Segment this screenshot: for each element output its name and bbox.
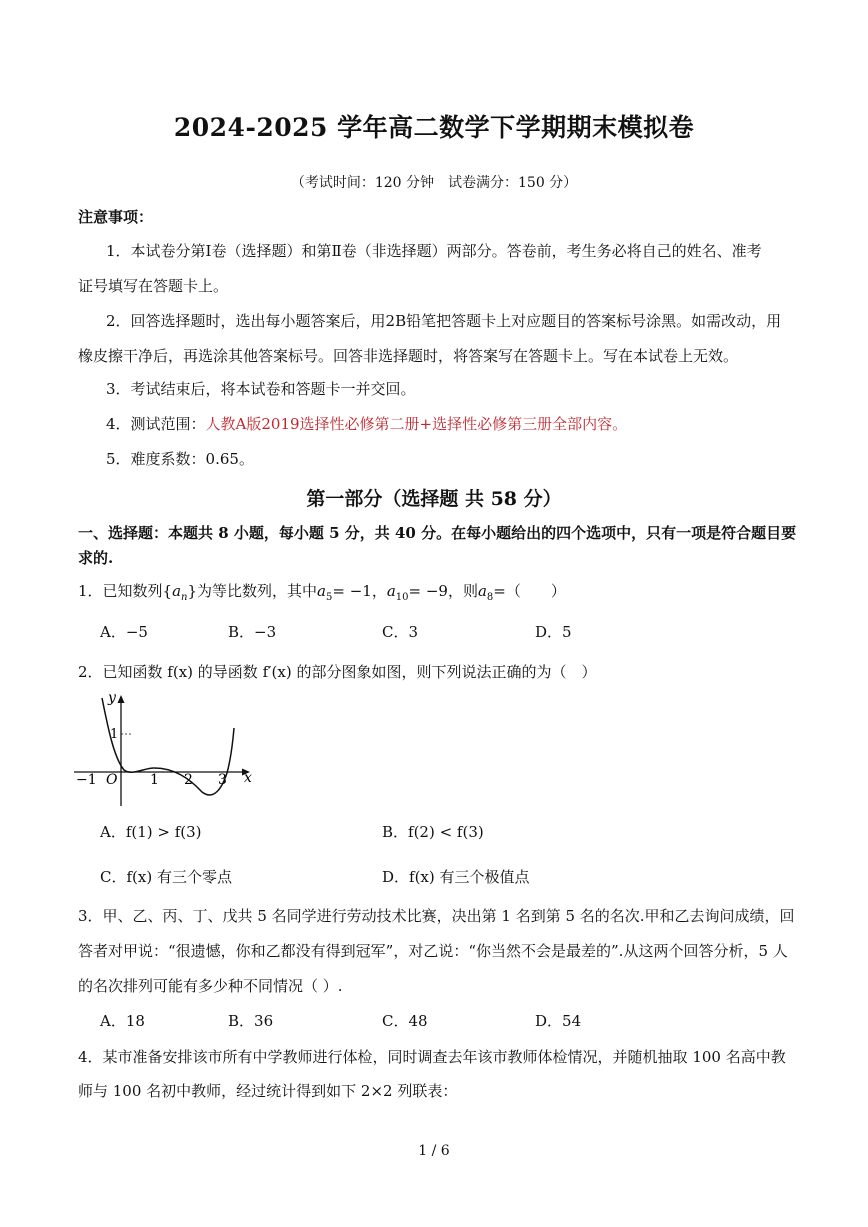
- notice-item-2b: 橡皮擦干净后，再选涂其他答案标号。回答非选择题时，将答案写在答题卡上。写在本试卷上无效。: [78, 347, 739, 365]
- question-3-line-c: 的名次排列可能有多少种不同情况（ ）.: [78, 977, 343, 995]
- q3-option-a[interactable]: A．18: [100, 1012, 145, 1030]
- q3-option-c[interactable]: C．48: [382, 1012, 428, 1030]
- q2-option-d[interactable]: D．f(x) 有三个极值点: [382, 868, 530, 886]
- test-range: 人教A版2019选择性必修第二册+选择性必修第三册全部内容。: [205, 415, 628, 433]
- question-3-line-a: 3．甲、乙、丙、丁、戊共 5 名同学进行劳动技术比赛，决出第 1 名到第 5 名的名次.甲和乙去询问成绩，回: [78, 907, 795, 925]
- exam-info: （考试时间：120 分钟 试卷满分：150 分）: [290, 175, 578, 191]
- derivative-graph: [74, 688, 254, 808]
- notice-item-3: 3．考试结束后，将本试卷和答题卡一并交回。: [106, 380, 416, 398]
- x-tick-2: 2: [184, 772, 193, 788]
- question-4-line-b: 师与 100 名初中教师，经过统计得到如下 2×2 列联表：: [78, 1082, 458, 1100]
- q1-option-d[interactable]: D．5: [535, 623, 572, 641]
- q3-option-b[interactable]: B．36: [228, 1012, 274, 1030]
- y-tick-1: 1: [110, 727, 119, 742]
- notice-item-4-label: 4．测试范围：: [106, 415, 206, 433]
- question-3-line-b: 答者对甲说：“很遗憾，你和乙都没有得到冠军”，对乙说：“你当然不会是最差的”.从这两个回答分析，5 人: [78, 942, 788, 960]
- origin-label: O: [106, 772, 118, 788]
- page-number: 1 / 6: [418, 1143, 450, 1159]
- question-4-line-a: 4．某市准备安排该市所有中学教师进行体检，同时调查去年该市教师体检情况，并随机抽取 100 名高中教: [78, 1048, 786, 1066]
- instructions-a: 一、选择题：本题共 8 小题，每小题 5 分，共 40 分。在每小题给出的四个选项中，只有一项是符合题目要: [78, 524, 797, 542]
- q1-option-c[interactable]: C．3: [382, 623, 419, 641]
- notice-heading: 注意事项：: [78, 208, 154, 226]
- page-title: 2024-2025 学年高二数学下学期期末模拟卷: [173, 113, 695, 142]
- notice-item-2a: 2．回答选择题时，选出每小题答案后，用2B铅笔把答题卡上对应题目的答案标号涂黑。如需改动，用: [106, 312, 782, 330]
- instructions-b: 求的.: [78, 549, 114, 567]
- derivative-curve: [102, 698, 234, 795]
- y-label: y: [108, 690, 116, 706]
- notice-item-1b: 证号填写在答题卡上。: [78, 277, 229, 295]
- q2-option-b[interactable]: B．f(2) < f(3): [382, 823, 484, 841]
- x-label: x: [244, 770, 252, 786]
- question-2-stem: 2．已知函数 f(x) 的导函数 f′(x) 的部分图象如图，则下列说法正确的为（ ）: [78, 663, 597, 681]
- notice-item-1a: 1．本试卷分第Ⅰ卷（选择题）和第Ⅱ卷（非选择题）两部分。答卷前，考生务必将自己的姓名、准考: [106, 242, 762, 260]
- x-tick-neg1: −1: [76, 772, 97, 788]
- q2-option-c[interactable]: C．f(x) 有三个零点: [100, 868, 232, 886]
- q3-option-d[interactable]: D．54: [535, 1012, 582, 1030]
- notice-item-4: [106, 413, 796, 434]
- section-heading: 第一部分（选择题 共 58 分）: [306, 488, 562, 510]
- question-1-stem: 1．已知数列$\{a_n\}$为等比数列，其中$a_5= -1$，$a_{10}= -9$，则$a_8=$（ ）: [78, 582, 566, 603]
- q1-option-b[interactable]: B．−3: [228, 623, 277, 641]
- x-tick-3: 3: [218, 772, 227, 788]
- x-tick-1: 1: [150, 772, 159, 788]
- notice-item-5: 5．难度系数：0.65。: [106, 450, 254, 468]
- y-axis-arrow: [118, 695, 125, 703]
- q2-option-a[interactable]: A．f(1) > f(3): [100, 823, 202, 841]
- q1-option-a[interactable]: A．−5: [100, 623, 148, 641]
